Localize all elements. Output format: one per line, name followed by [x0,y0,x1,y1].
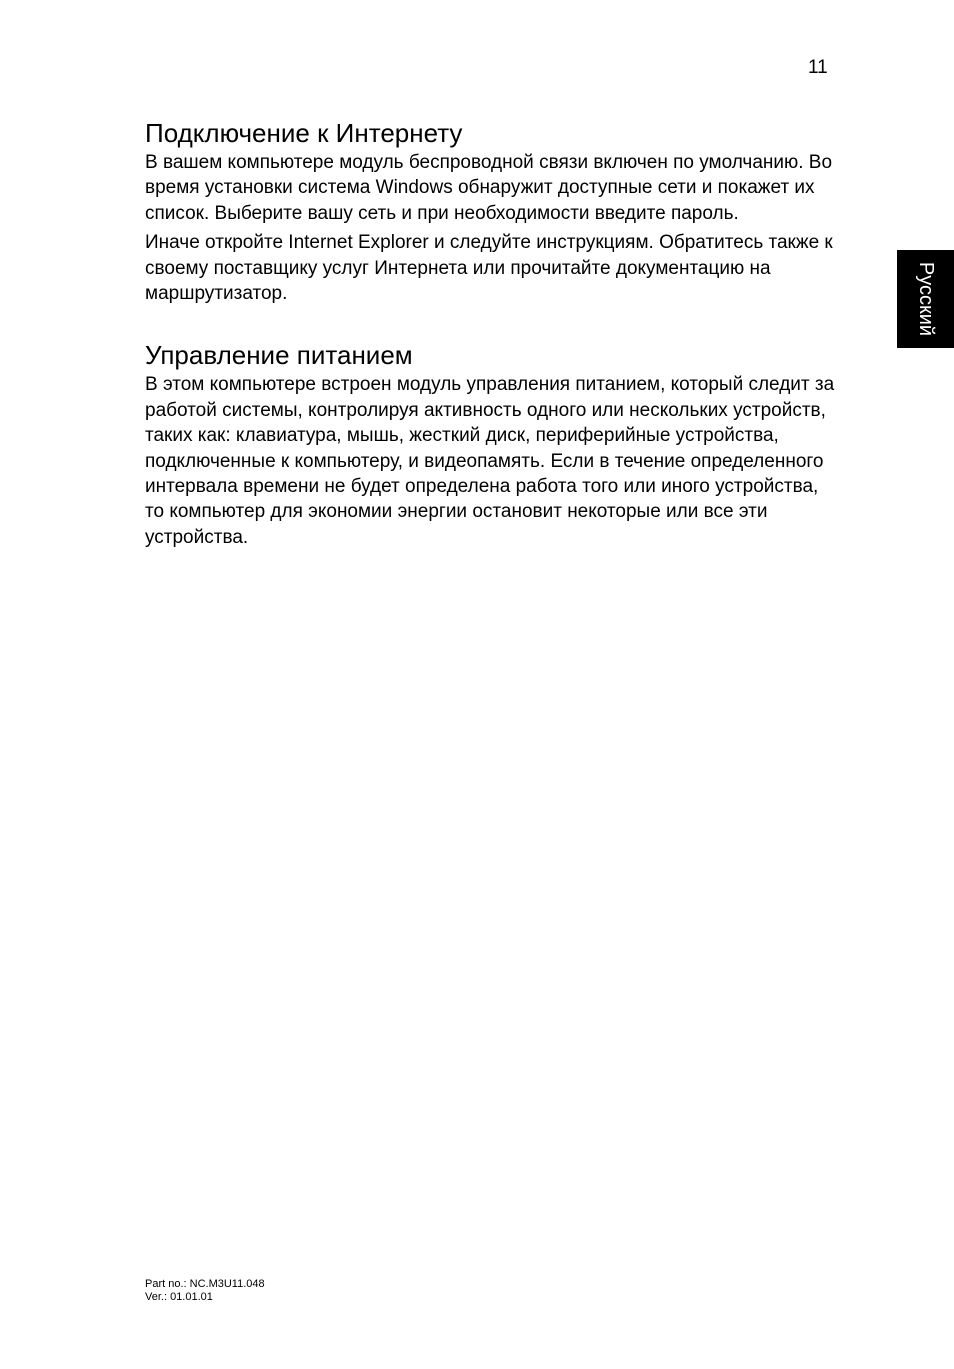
page-content [145,116,835,550]
section-title: Подключение к Интернету [145,118,463,148]
paragraph: Иначе откройте Internet Explorer и следуйте инструкциям. Обратитесь также к своему поставщику услуг Интернета или прочитайте документацию на маршрутизатор. [145,232,833,305]
language-tab [897,250,954,348]
section-power-management [145,338,835,550]
language-tab-label: Русский [914,261,937,337]
version-number: Ver.: 01.01.01 [145,1291,213,1303]
section-title: Управление питанием [145,340,413,371]
paragraph: В этом компьютере встроен модуль управления питанием, который следит за работой системы, контролируя активность одного или нескольких устройств, таких как: клавиатура, мышь, жесткий диск, периферийные устройства, подключенные к компьютеру, и видеопамять. Если в течение определенного интервала времени не будет определена работа того или иного устройства, то компьютер для экономии энергии остановит некоторые или все эти устройства. [145,374,835,548]
footer [145,1278,265,1304]
part-number: Part no.: NC.M3U11.048 [145,1278,265,1290]
page-number: 11 [808,57,828,78]
section-internet-connection [145,116,835,306]
paragraph: В вашем компьютере модуль беспроводной связи включен по умолчанию. Во время установки система Windows обнаружит доступные сети и покажет их список. Выберите вашу сеть и при необходимости введите пароль. [145,152,833,224]
